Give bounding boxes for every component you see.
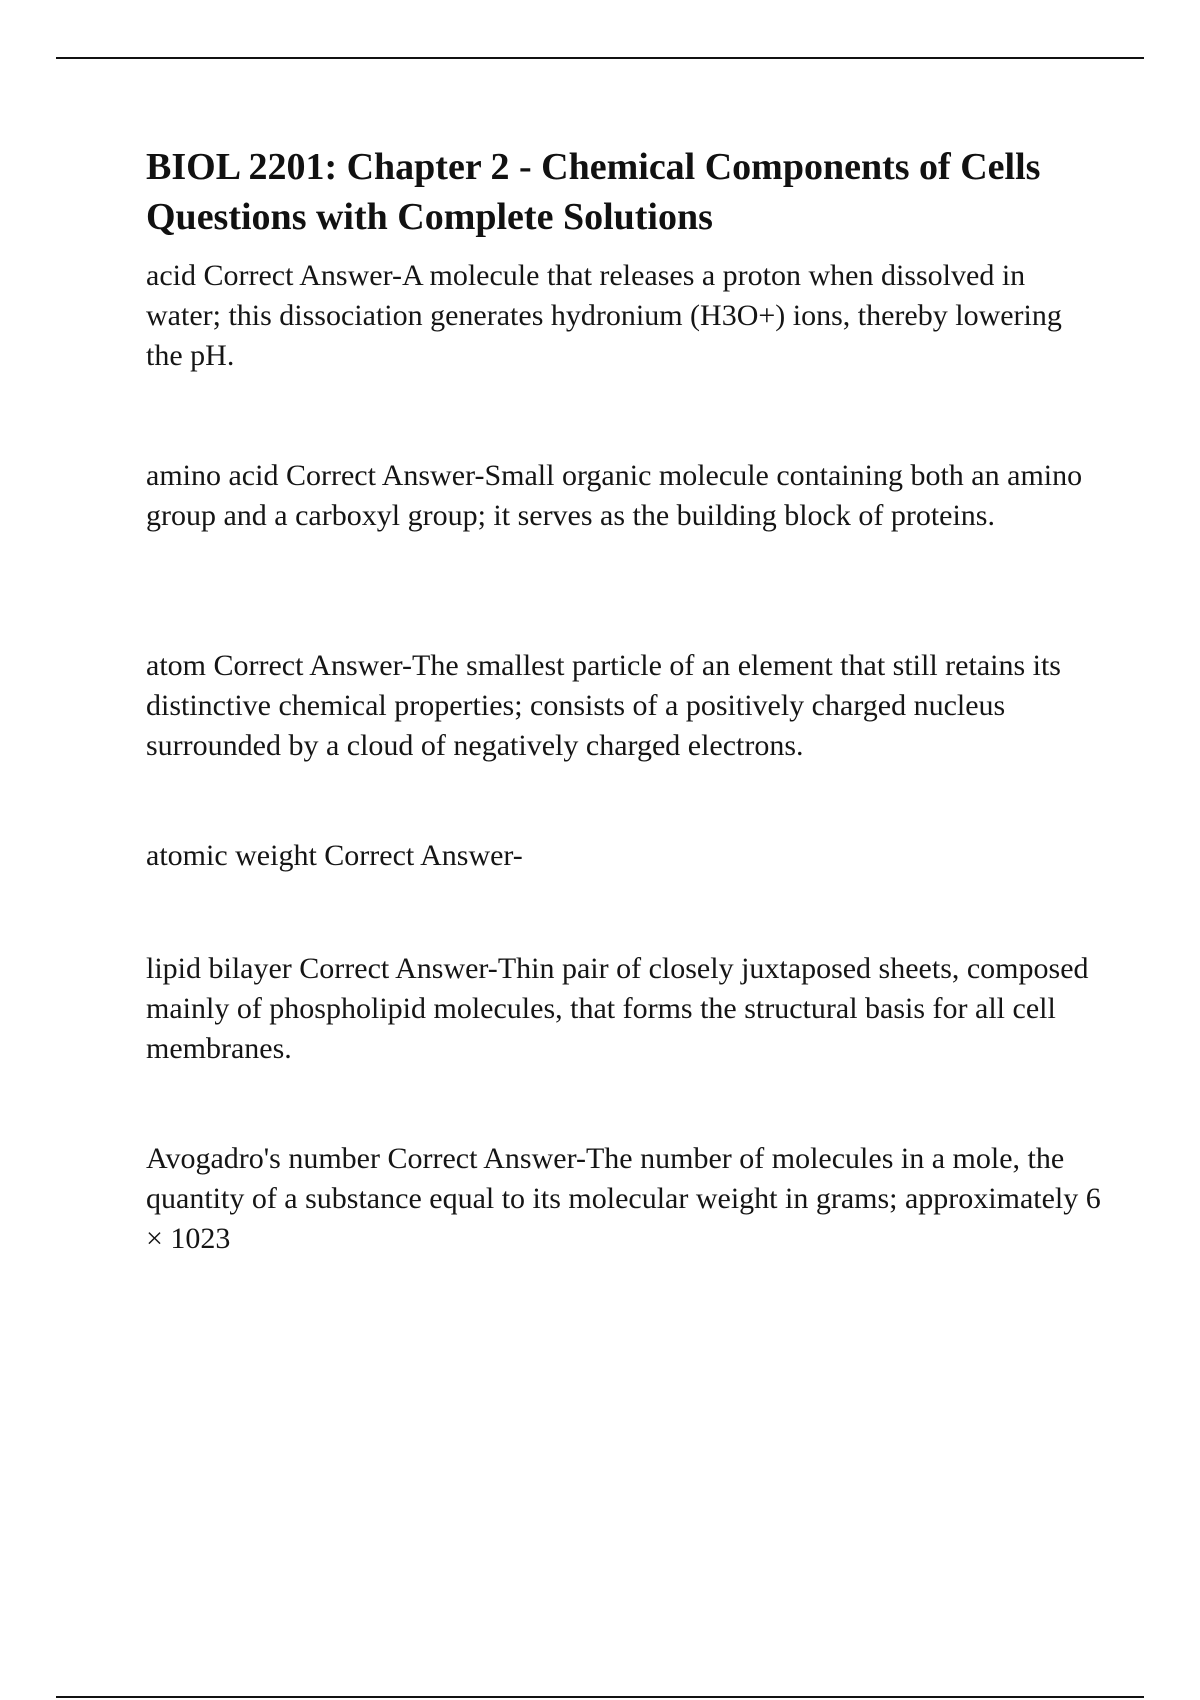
qa-list xyxy=(146,256,1106,1259)
entry-answer: Small organic molecule containing both an amino group and a carboxyl group; it serves as the building block of proteins. xyxy=(146,459,1083,532)
answer-label: Correct Answer- xyxy=(213,649,413,682)
qa-entry-atomic-weight xyxy=(146,836,1106,949)
entry-term: lipid bilayer xyxy=(146,952,292,985)
qa-entry-amino-acid xyxy=(146,456,1106,646)
answer-label: Correct Answer- xyxy=(387,1142,586,1175)
header-rule xyxy=(56,57,1144,59)
entry-term: Avogadro's number xyxy=(146,1142,380,1175)
qa-entry-avogadros-number xyxy=(146,1139,1106,1259)
entry-term: atom xyxy=(146,649,206,682)
qa-entry-lipid-bilayer xyxy=(146,949,1106,1139)
document-title: BIOL 2201: Chapter 2 - Chemical Components of Cells Questions with Complete Solutions xyxy=(146,146,1041,238)
footer-rule xyxy=(56,1696,1144,1698)
qa-entry-atom xyxy=(146,646,1106,836)
answer-label: Correct Answer- xyxy=(299,952,498,985)
answer-label: Correct Answer- xyxy=(285,459,485,492)
entry-answer: The smallest particle of an element that still retains its distinctive chemical properties; consists of a positively charged nucleus surrounded by a cloud of negatively charged electrons. xyxy=(146,649,1061,762)
entry-answer: A molecule that releases a proton when dissolved in water; this dissociation generates hydronium (H3O+) ions, thereby lowering the pH. xyxy=(146,259,1062,372)
entry-term: amino acid xyxy=(146,459,279,492)
answer-label: Correct Answer- xyxy=(324,839,523,872)
entry-answer: Thin pair of closely juxtaposed sheets, composed mainly of phospholipid molecules, that forms the structural basis for all cell membranes. xyxy=(146,952,1089,1065)
entry-term: atomic weight xyxy=(146,839,317,872)
answer-label: Correct Answer- xyxy=(203,259,402,292)
qa-entry-acid xyxy=(146,256,1106,456)
document-body xyxy=(146,142,1106,1259)
entry-answer: The number of molecules in a mole, the quantity of a substance equal to its molecular weight in grams; approximately 6 × 1023 xyxy=(146,1142,1101,1255)
entry-term: acid xyxy=(146,259,196,292)
